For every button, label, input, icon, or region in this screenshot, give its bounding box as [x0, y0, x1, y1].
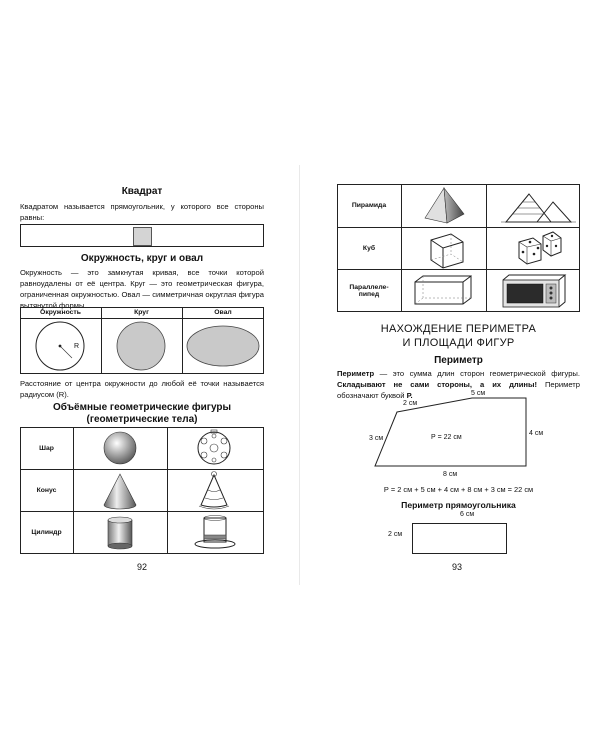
solids-title-line2: (геометрические тела) [86, 414, 198, 425]
square-definition: Квадратом называется прямоугольник, у которого все стороны равны: [20, 202, 264, 222]
pentagon-outline [375, 398, 526, 466]
side-label-top: 5 см [471, 390, 486, 397]
section-title-line2: И ПЛОЩАДИ ФИГУР [402, 337, 515, 349]
header-disc: Круг [134, 309, 149, 316]
side-label-left: 3 см [369, 435, 384, 442]
shapes-drawing [20, 318, 264, 374]
row-label-cone: Конус [36, 486, 57, 494]
radius-note: Расстояние от центра окружности до любой её точки называется радиусом (R). [20, 379, 264, 399]
sphere-icon [104, 432, 136, 464]
circle-center [59, 345, 62, 348]
rectangle-figure [412, 523, 507, 554]
top-hat-icon [195, 516, 235, 549]
right-page [300, 0, 600, 750]
header-circle: Окружность [40, 309, 81, 316]
radius-label: R [74, 343, 80, 350]
row-label-cube: Куб [362, 244, 376, 252]
perimeter-formula: Р = 2 см + 5 см + 4 см + 8 см + 3 см = 22 см [383, 485, 534, 494]
row-label-cuboid: Параллеле-пипед [349, 283, 389, 298]
party-hat-icon [199, 472, 229, 510]
perimeter-letter: Р. [406, 391, 413, 400]
side-label-right: 4 см [529, 430, 544, 437]
row-label-pyramid: Пирамида [351, 202, 387, 209]
circle-definition: Окружность — это замкнутая кривая, все точки которой равноудалены от её центра. Круг — это геометрическая фигура, ограниченная окружностью. Овал — симметричная округлая фигура вытянутой формы. [20, 268, 264, 310]
page-number-left: 92 [136, 562, 147, 572]
square-example-box [20, 224, 264, 247]
circle-section-title: Окружность, круг и овал [80, 253, 204, 264]
perimeter-emphasis: Складывают не сами стороны, а их длины! [337, 380, 537, 389]
side-label-bottom: 8 см [443, 471, 458, 478]
pentagon-figure [300, 0, 600, 750]
section-title-line1: НАХОЖДЕНИЕ ПЕРИМЕТРА [380, 323, 537, 335]
ornament-ball-icon [198, 430, 230, 464]
side-label-top-left: 2 см [403, 400, 418, 407]
square-title: Квадрат [121, 186, 163, 197]
cone-icon [104, 474, 136, 509]
perimeter-title: Периметр [434, 355, 483, 366]
perimeter-value-label: Р = 22 см [431, 434, 462, 441]
rect-perimeter-title: Периметр прямоугольника [401, 500, 516, 510]
cylinder-icon [108, 517, 132, 549]
oval-shape [187, 326, 259, 366]
header-oval: Овал [214, 309, 232, 316]
row-label-cylinder: Цилиндр [31, 529, 62, 536]
perimeter-definition-text: — это сумма длин сторон геометрической фигуры. [374, 369, 580, 378]
radius-line [60, 346, 72, 358]
rect-height-label: 2 см [388, 531, 403, 538]
rect-width-label: 6 см [460, 511, 475, 518]
solids-drawings-left [73, 427, 264, 554]
row-label-sphere: Шар [39, 444, 54, 452]
perimeter-notation: Периметр обозначают буквой [337, 380, 580, 400]
page-number-right: 93 [451, 562, 462, 572]
perimeter-term: Периметр [337, 369, 375, 378]
square-shape [133, 227, 152, 246]
solids-title-line1: Объёмные геометрические фигуры [52, 402, 232, 413]
disc-shape [117, 322, 165, 370]
